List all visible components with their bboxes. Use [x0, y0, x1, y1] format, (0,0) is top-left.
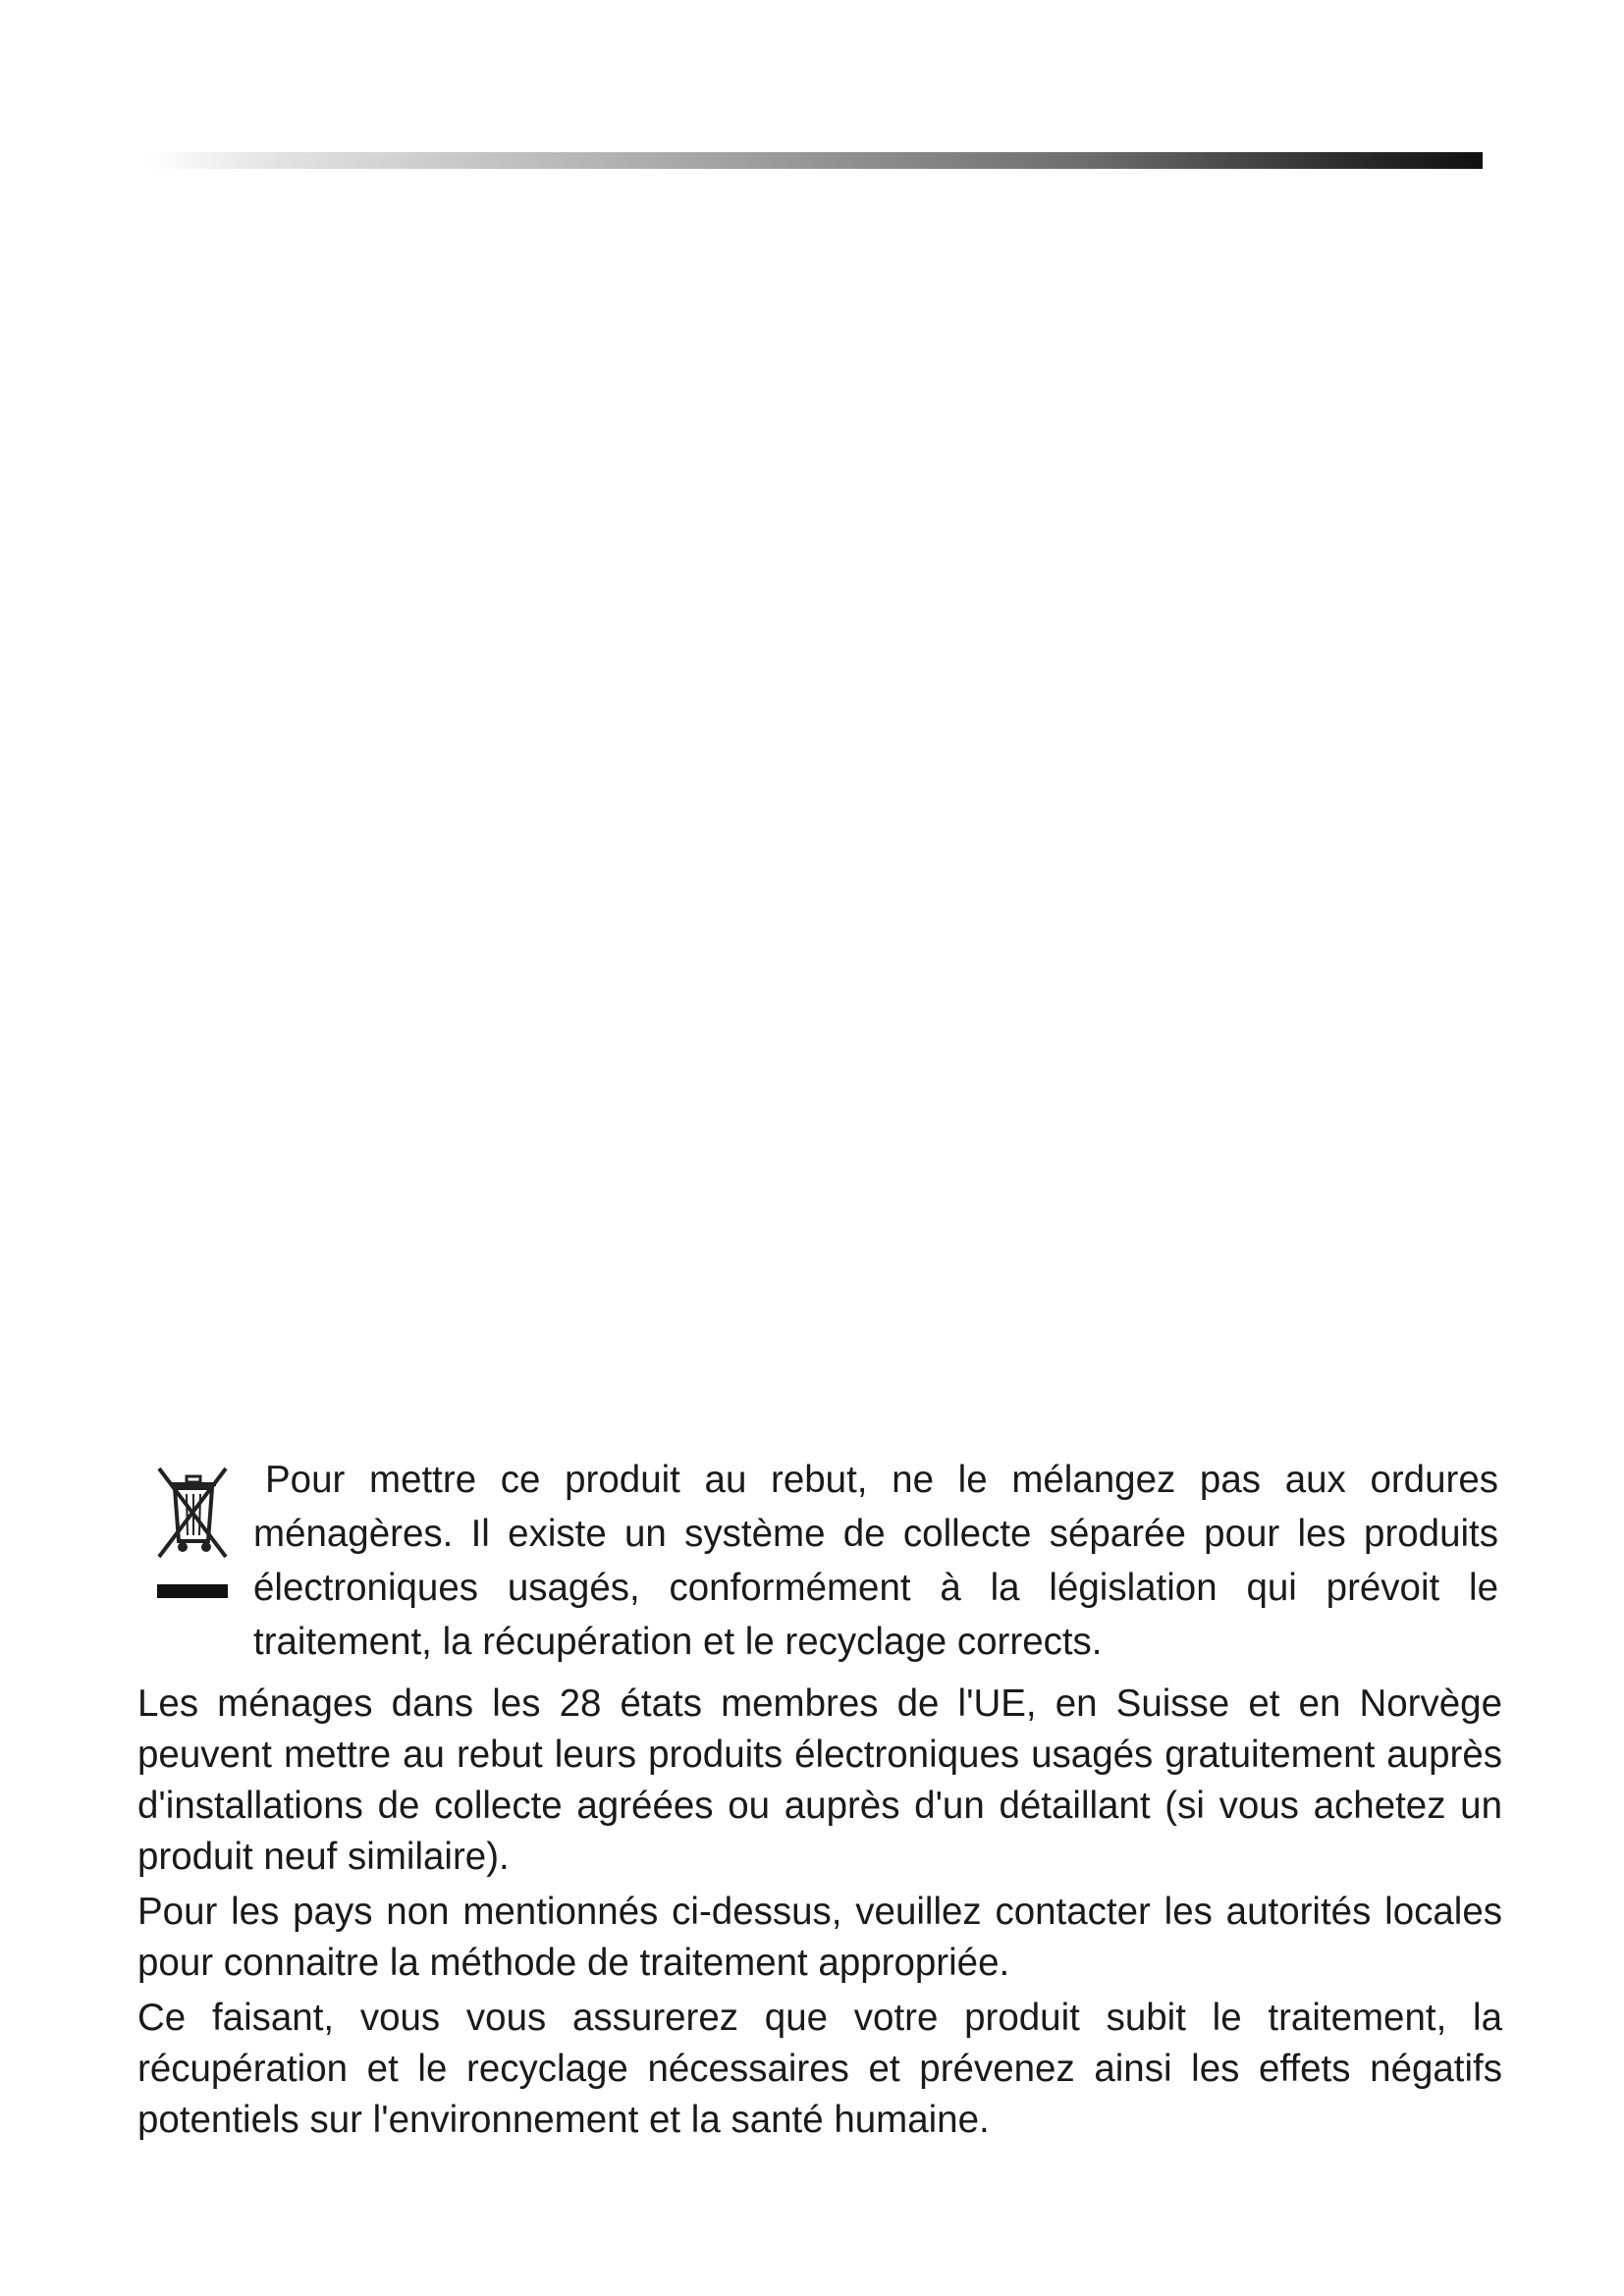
weee-paragraph-other-countries: Pour les pays non mentionnés ci-dessus, veuillez contacter les autorités locales pour connaitre la méthode de traitement appropriée.: [137, 1891, 1502, 1984]
header-rule: [147, 152, 1483, 169]
weee-intro: [137, 1453, 1502, 1682]
weee-intro-text: Pour mettre ce produit au rebut, ne le mélangez pas aux ordures ménagères. Il existe un système de collecte séparée pour les produits électroniques usagés, conformément à la législation qui prévoit le traitement, la récupération et le recyclage corrects.: [253, 1459, 1498, 1663]
weee-paragraph-households: Les ménages dans les 28 états membres de l'UE, en Suisse et en Norvège peuvent mettre au rebut leurs produits électroniques usagés gratuitement auprès d'installations de collecte agréées ou auprès d'un détaillant (si vous achetez un produit neuf similaire).: [137, 1682, 1502, 1878]
crossed-out-wheelie-bin-icon: [155, 1465, 230, 1602]
weee-disposal-notice: [137, 1453, 1502, 2150]
weee-paragraph-benefits: Ce faisant, vous vous assurerez que votre produit subit le traitement, la récupération et le recyclage nécessaires et prévenez ainsi les effets négatifs potentiels sur l'environnement et la santé humaine.: [137, 1997, 1502, 2141]
